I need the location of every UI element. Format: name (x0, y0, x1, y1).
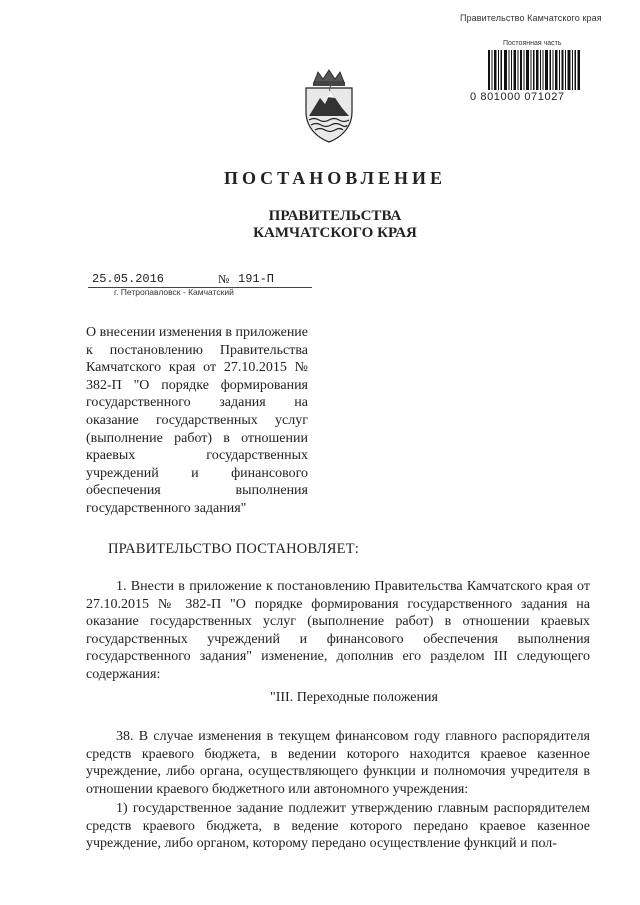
issue-place: г. Петропавловск - Камчатский (114, 287, 234, 297)
document-number: 191-П (238, 272, 275, 286)
document-type: ПОСТАНОВЛЕНИЕ (223, 168, 447, 188)
barcode-number: 0 801000 071027 (470, 91, 565, 103)
stamp-part-label: Постоянная часть (503, 40, 562, 47)
paragraph-38: 38. В случае изменения в текущем финансовом году главного распорядителя средств краевого бюджета, в ведении которого находится краевое казенное учреждение, либо органа, осуществляющего функции и полномочия учредителя в отношении краевого бюджетного или автономного учреждения: (86, 729, 590, 797)
kamchatka-coat-of-arms-icon (300, 68, 358, 144)
barcode-icon (488, 50, 580, 90)
document-subject: О внесении изменения в приложение к постановлению Правительства Камчатского края от 27.10.2015 № 382-П "О порядке формирования государственного задания на оказание государственных услуг (выполнение работ) в отношении краевых государственных учреждений и финансового обеспечения выполнения государственного задания" (86, 325, 309, 516)
issuer (0, 208, 640, 242)
section-heading: "III. Переходные положения (270, 690, 438, 705)
document-date: 25.05.2016 (92, 272, 165, 286)
resolves-heading: ПРАВИТЕЛЬСТВО ПОСТАНОВЛЯЕТ: (108, 541, 360, 557)
stamp-organization: Правительство Камчатского края (460, 13, 602, 23)
paragraph-1: 1. Внести в приложение к постановлению Правительства Камчатского края от 27.10.2015 № 382-П "О порядке формирования государственного задания на оказание государственных услуг (выполнение работ) в отношении краевых государственных учреждений и финансового обеспечения выполнения государственного задания" изменение, дополнив его разделом III следующего содержания: (86, 579, 590, 682)
issuer-line-1: ПРАВИТЕЛЬСТВА (268, 208, 402, 224)
issuer-line-2: КАМЧАТСКОГО КРАЯ (253, 225, 417, 241)
paragraph-38-1: 1) государственное задание подлежит утверждению главным распорядителем средств краевого бюджета, в ведение которого передано краевое казенное учреждение, либо органом, которому передано осуществление функций и пол- (86, 801, 590, 852)
number-label: № (218, 272, 230, 286)
